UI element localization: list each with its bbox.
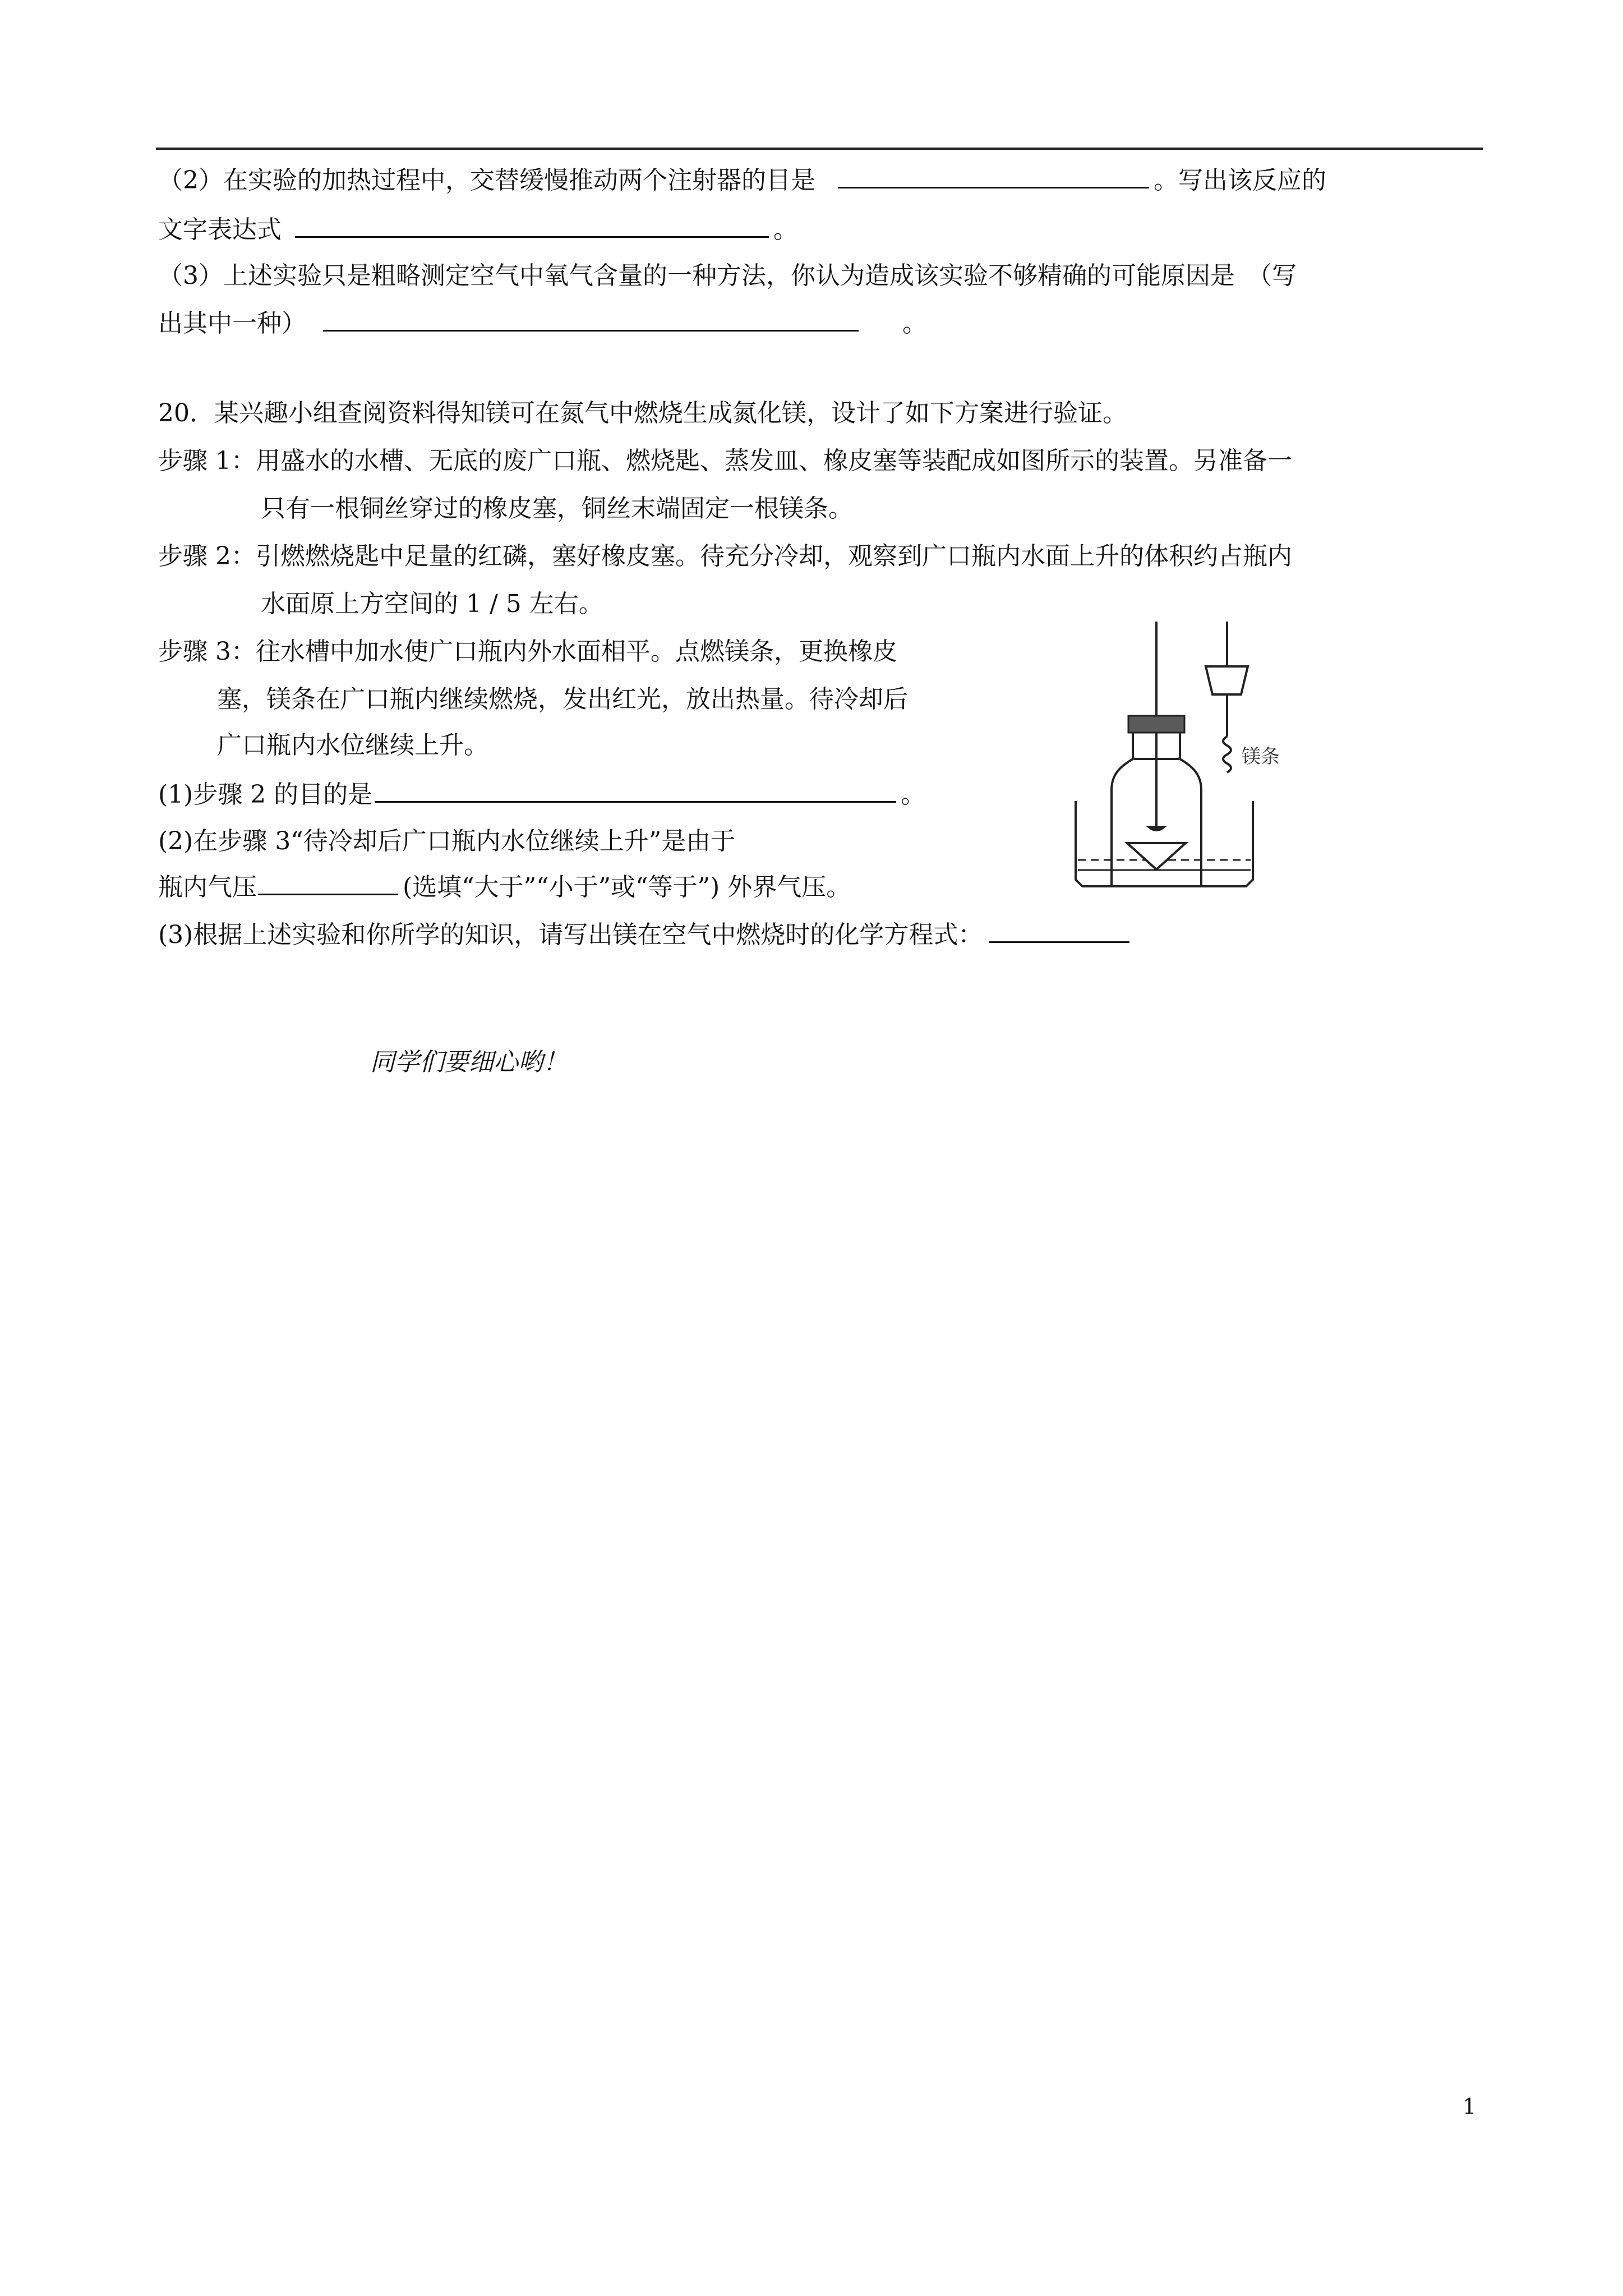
- q20-sub2-line1: (2)在步骤 3“待冷却后广口瓶内水位继续上升”是由于: [158, 827, 736, 855]
- spare-stopper-icon: [1206, 666, 1248, 694]
- q20-intro: 20．某兴趣小组查阅资料得知镁可在氮气中燃烧生成氮化镁，设计了如下方案进行验证。: [158, 399, 1127, 427]
- bottle-stopper-icon: [1128, 716, 1184, 733]
- q20-sub2-line2: [158, 869, 1504, 905]
- q19-part2-text2: 。写出该反应的: [1154, 166, 1326, 195]
- q19-part3-text: （3）上述实验只是粗略测定空气中氧气含量的一种方法，你认为造成该实验不够精确的可能原因是 （写: [158, 261, 1297, 290]
- q19-part3-end: 。: [902, 309, 927, 338]
- q19-reason-blank[interactable]: [323, 307, 859, 332]
- apparatus-figure: [1071, 622, 1280, 888]
- q20-pressure-blank[interactable]: [258, 871, 398, 895]
- q20-sub1: [158, 777, 1504, 813]
- combustion-spoon-icon: [1149, 827, 1164, 830]
- header-rule: [156, 148, 1483, 150]
- q20-step1-line2: 只有一根铜丝穿过的橡皮塞，铜丝末端固定一根镁条。: [261, 494, 853, 523]
- q20-sub3: [158, 917, 1504, 953]
- q19-equation-blank[interactable]: [295, 214, 769, 238]
- q20-step3-line1: 步骤 3：往水槽中加水使广口瓶内外水面相平。点燃镁条，更换橡皮: [158, 637, 897, 666]
- q19-part2-text: （2）在实验的加热过程中，交替缓慢推动两个注射器的目是: [158, 166, 815, 195]
- q19-part3-line1: [158, 258, 1504, 294]
- q19-part2-blank[interactable]: [838, 164, 1149, 188]
- q19-part2-line1: [158, 163, 1504, 199]
- q20-equation-blank[interactable]: [989, 919, 1129, 943]
- q20-step2-line2: 水面原上方空间的 1 / 5 左右。: [261, 590, 603, 618]
- q20-sub2-label: 瓶内气压: [158, 873, 257, 901]
- q19-part2-end: 。: [773, 215, 798, 244]
- q20-sub2-options: (选填“大于”“小于”或“等于”) 外界气压。: [403, 873, 851, 901]
- q20-sub3-text: (3)根据上述实验和你所学的知识，请写出镁在空气中燃烧时的化学方程式：: [158, 921, 983, 949]
- q20-step2-line1: 步骤 2：引燃燃烧匙中足量的红磷，塞好橡皮塞。待充分冷却，观察到广口瓶内水面上升的体积约占瓶内: [158, 542, 1292, 570]
- q19-part3-label: 出其中一种）: [158, 309, 306, 338]
- q20-sub1-text: (1)步骤 2 的目的是: [158, 780, 373, 809]
- q20-step1-line1: 步骤 1：用盛水的水槽、无底的废广口瓶、燃烧匙、蒸发皿、橡皮塞等装配成如图所示的装置。另准备一: [158, 447, 1292, 475]
- q19-part2-label: 文字表达式: [158, 215, 282, 244]
- q20-sub1-blank[interactable]: [375, 779, 896, 803]
- magnesium-label: 镁条: [1242, 746, 1280, 768]
- magnesium-ribbon-icon: [1223, 737, 1231, 772]
- q19-part3-line2: [158, 306, 1504, 342]
- page-number: 1: [1463, 2094, 1477, 2119]
- q20-sub1-end: 。: [901, 780, 926, 809]
- closing-remark: 同学们要细心哟！: [370, 1048, 568, 1076]
- q20-step3-line3: 广口瓶内水位继续上升。: [217, 731, 488, 760]
- evaporating-dish-icon: [1127, 843, 1186, 869]
- q20-step3-line2: 塞，镁条在广口瓶内继续燃烧，发出红光，放出热量。待冷却后: [217, 685, 908, 714]
- q19-part2-line2: [158, 212, 1504, 248]
